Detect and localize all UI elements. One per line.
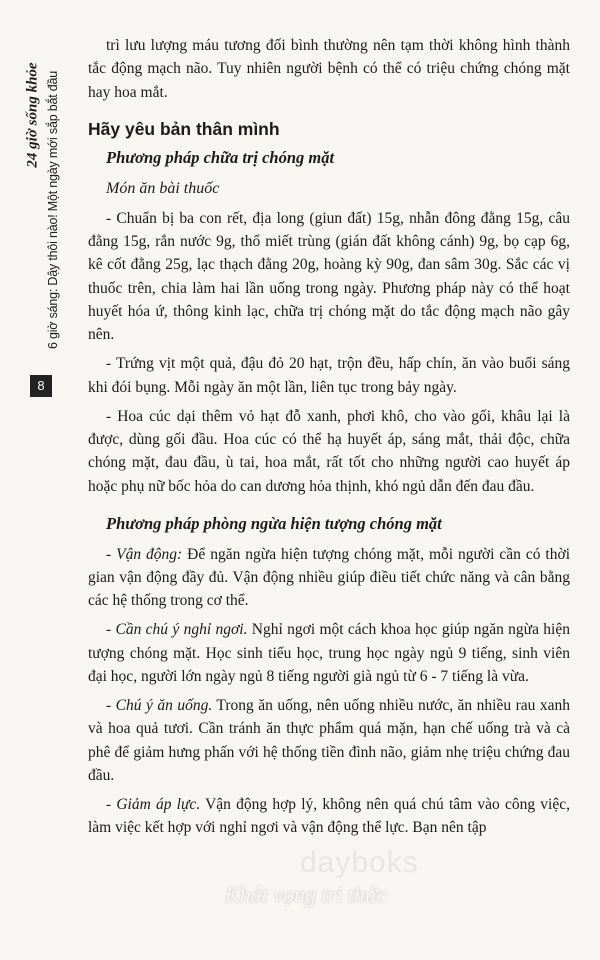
chapter-title: 6 giờ sáng: Dậy thôi nào! Một ngày mới sắp bắt đầu <box>46 70 60 350</box>
paragraph: - Cần chú ý nghỉ ngơi. Nghỉ ngơi một cách khoa học giúp ngăn ngừa hiện tượng chóng mặt. Học sinh tiểu học, trung học ngày ngủ 9 tiếng, sinh viên đại học, người lớn ngày ngủ 8 tiếng người già ngủ từ 6 - 7 tiếng là vừa. <box>88 621 570 685</box>
subheading-prevention: Phương pháp phòng ngừa hiện tượng chóng mặt <box>106 513 442 533</box>
page-number: 8 <box>30 375 52 397</box>
subheading-remedies: Món ăn bài thuốc <box>106 179 220 197</box>
item-label: - Cần chú ý nghỉ ngơi. <box>106 621 248 639</box>
paragraph: - Giảm áp lực. Vận động hợp lý, không nên quá chú tâm vào công việc, làm việc kết hợp với nghỉ ngơi và vận động thể lực. Bạn nên tập <box>88 796 570 837</box>
section-heading: Hãy yêu bản thân mình <box>88 118 280 139</box>
item-label: - Vận động: <box>106 545 183 563</box>
subheading-treatment: Phương pháp chữa trị chóng mặt <box>106 148 335 167</box>
intro-paragraph: trì lưu lượng máu tương đối bình thường nên tạm thời không hình thành tắc động mạch não. Tuy nhiên người bệnh có thể có triệu chứng chóng mặt hay hoa mắt. <box>88 37 570 101</box>
watermark-slogan: Khát vọng tri thức <box>225 882 387 907</box>
book-title: 24 giờ sống khỏe <box>24 62 41 168</box>
sidebar <box>22 40 64 380</box>
page-content <box>88 34 570 840</box>
paragraph: - Trứng vịt một quả, đậu đỏ 20 hạt, trộn đều, hấp chín, ăn vào buổi sáng khi đói bụng. Mỗi ngày ăn một lần, liên tục trong bảy ngày. <box>88 355 570 396</box>
paragraph: - Chú ý ăn uống. Trong ăn uống, nên uống nhiều nước, ăn nhiều rau xanh và hoa quả tươi. Cần tránh ăn thực phẩm quá mặn, hạn chế uống trà và cà phê để giảm hưng phấn với hệ thống tiền đình não, giảm nhẹ triệu chứng đau đầu. <box>88 697 570 784</box>
watermark-logo: dayboks <box>300 846 419 879</box>
item-label: - Giảm áp lực. <box>106 796 201 813</box>
paragraph: - Hoa cúc dại thêm vỏ hạt đỗ xanh, phơi khô, cho vào gối, khâu lại là được, dùng gối đầu. Hoa cúc có thể hạ huyết áp, sáng mắt, thải độc, chữa chóng mặt, đau đầu, ù tai, hoa mắt, rất tốt cho những người cao huyết áp hoặc phụ nữ bốc hỏa do can dương hỏa thịnh, khó ngủ dẫn đến đau đầu. <box>88 407 570 495</box>
item-label: - Chú ý ăn uống. <box>106 697 213 714</box>
paragraph: - Chuẩn bị ba con rết, địa long (giun đất) 15g, nhẫn đông đằng 15g, câu đằng 15g, rắn nước 9g, thổ miết trùng (gián đất không cánh) 9g, bọ cạp 6g, kê cốt đằng 25g, lạc thạch đằng 20g, hoàng kỳ 90g, đan sâm 30g. Sắc các vị thuốc trên, chia làm hai lần uống trong ngày. Phương pháp này có thể hoạt huyết hóa ứ, thông kinh lạc, chữa trị chóng mặt do tắc động mạch não gây nên. <box>88 209 570 343</box>
paragraph: - Vận động: Để ngăn ngừa hiện tượng chóng mặt, mỗi người cần có thời gian vận động đầy đủ. Vận động nhiều giúp điều tiết chức năng và cân bằng các hệ thống trong cơ thể. <box>88 545 570 609</box>
